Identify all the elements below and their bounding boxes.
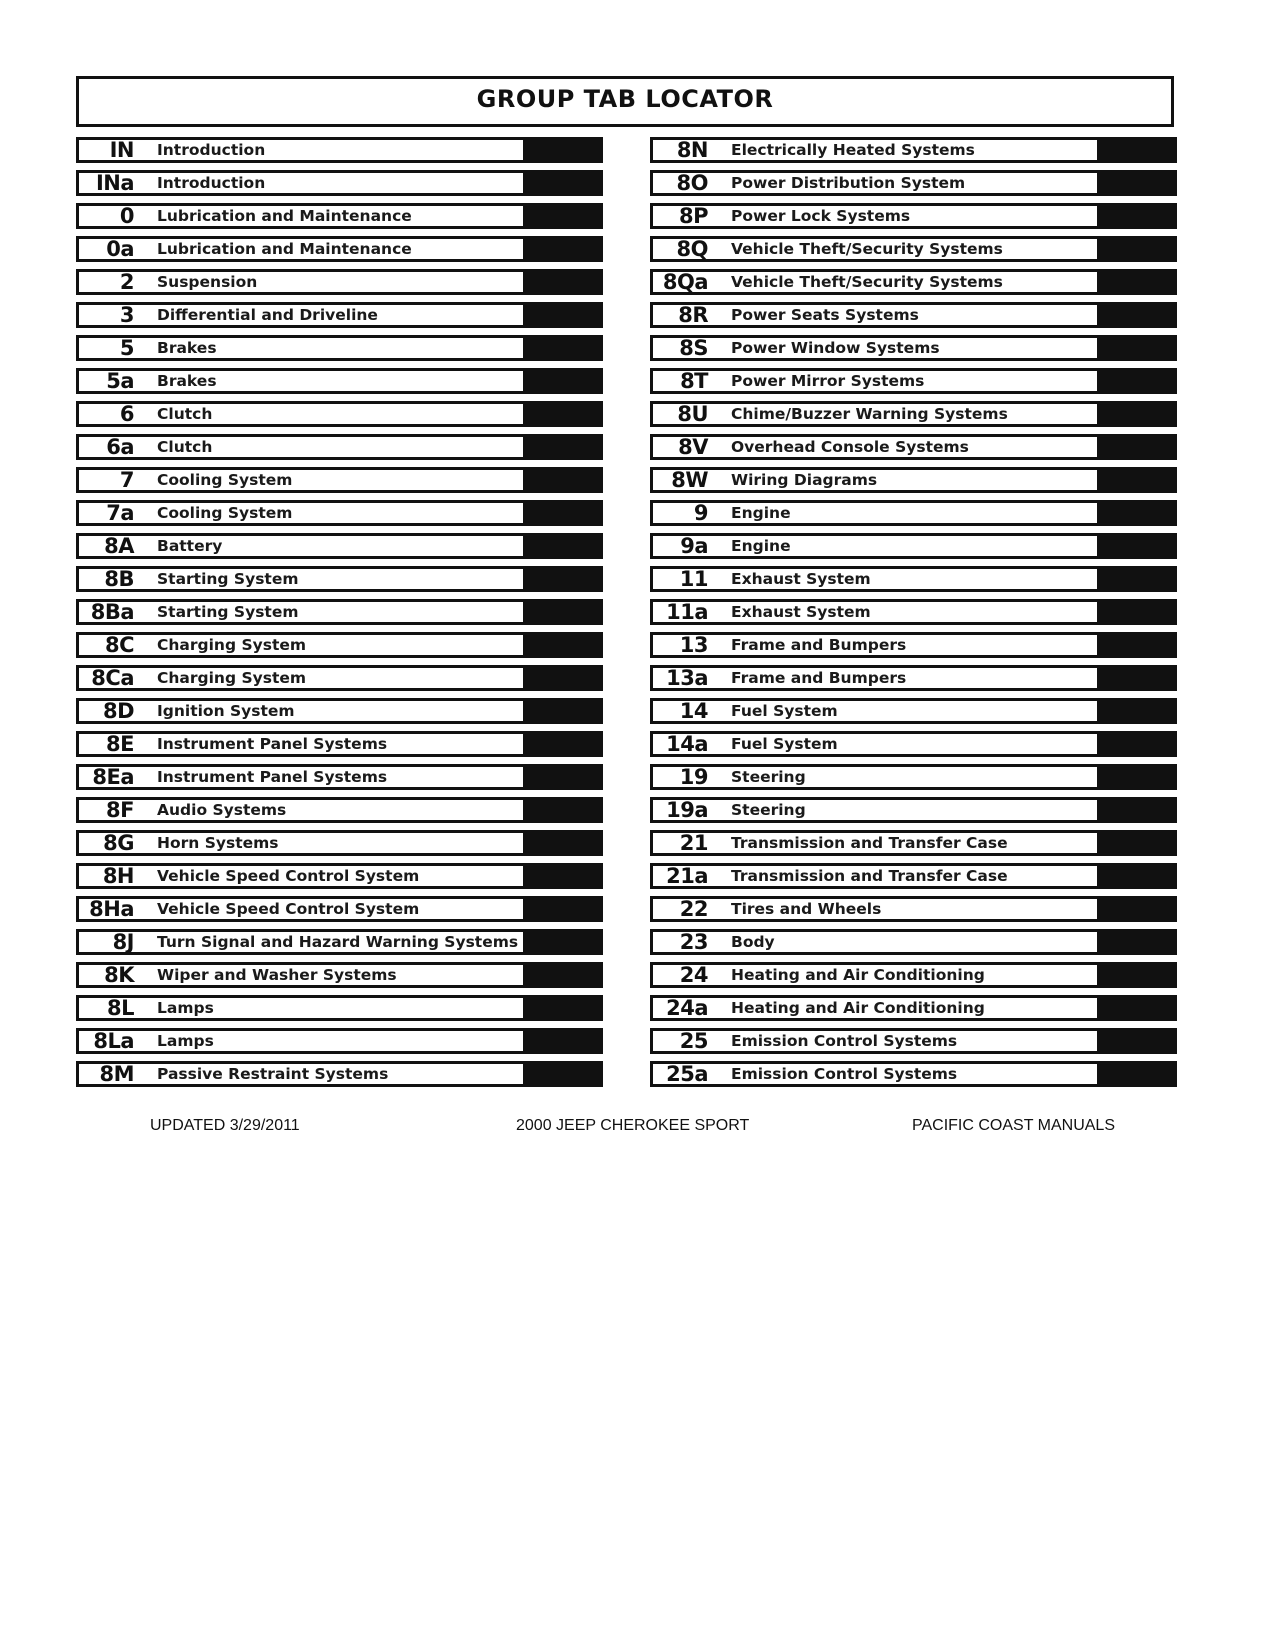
black-tab-marker: [1100, 863, 1177, 889]
tab-code: 7a: [106, 501, 134, 526]
tab-row[interactable]: [650, 863, 1177, 889]
tab-label: Instrument Panel Systems: [157, 735, 388, 754]
black-tab-marker: [526, 731, 603, 757]
tab-row[interactable]: [650, 962, 1177, 988]
tab-row[interactable]: [650, 269, 1177, 295]
tab-frame: [76, 137, 526, 163]
tab-code: 7: [119, 468, 134, 493]
tab-code: 8D: [102, 699, 134, 724]
tab-row[interactable]: [650, 665, 1177, 691]
tab-frame: [650, 170, 1100, 196]
tab-code: 9: [693, 501, 708, 526]
tab-row[interactable]: [76, 170, 603, 196]
tab-label: Wiring Diagrams: [731, 471, 878, 490]
tab-code: 8A: [104, 534, 134, 559]
tab-frame: [76, 599, 526, 625]
tab-frame: [76, 929, 526, 955]
black-tab-marker: [526, 137, 603, 163]
tab-row[interactable]: [650, 335, 1177, 361]
tab-frame: [650, 533, 1100, 559]
tab-code: 14a: [666, 732, 708, 757]
tab-frame: [76, 203, 526, 229]
tab-code: 21a: [666, 864, 708, 889]
black-tab-marker: [526, 368, 603, 394]
black-tab-marker: [1100, 1028, 1177, 1054]
tab-row[interactable]: [76, 236, 603, 262]
tab-row[interactable]: [650, 698, 1177, 724]
tab-frame: [650, 401, 1100, 427]
tab-frame: [76, 533, 526, 559]
tab-frame: [76, 170, 526, 196]
tab-code: 6: [119, 402, 134, 427]
right-tab-column: [650, 137, 1177, 1094]
tab-label: Emission Control Systems: [731, 1065, 958, 1084]
black-tab-marker: [1100, 566, 1177, 592]
black-tab-marker: [1100, 170, 1177, 196]
tab-label: Ignition System: [157, 702, 295, 721]
tab-frame: [650, 896, 1100, 922]
tab-label: Engine: [731, 504, 791, 523]
tab-label: Power Distribution System: [731, 174, 966, 193]
black-tab-marker: [1100, 665, 1177, 691]
tab-row[interactable]: [650, 434, 1177, 460]
tab-code: 8N: [676, 138, 708, 162]
tab-frame: [76, 434, 526, 460]
black-tab-marker: [526, 236, 603, 262]
tab-frame: [76, 1028, 526, 1054]
tab-frame: [76, 731, 526, 757]
tab-label: Differential and Driveline: [157, 306, 378, 325]
tab-label: Wiper and Washer Systems: [157, 966, 397, 985]
black-tab-marker: [526, 995, 603, 1021]
black-tab-marker: [1100, 599, 1177, 625]
tab-frame: [76, 896, 526, 922]
tab-frame: [76, 302, 526, 328]
tab-label: Fuel System: [731, 702, 838, 721]
tab-row[interactable]: [650, 170, 1177, 196]
tab-frame: [76, 1061, 526, 1087]
tab-frame: [650, 632, 1100, 658]
tab-label: Chime/Buzzer Warning Systems: [731, 405, 1008, 424]
tab-row[interactable]: [650, 566, 1177, 592]
black-tab-marker: [526, 962, 603, 988]
tab-label: Charging System: [157, 636, 307, 655]
black-tab-marker: [1100, 731, 1177, 757]
tab-frame: [76, 995, 526, 1021]
tab-frame: [650, 500, 1100, 526]
tab-label: Body: [731, 933, 775, 952]
tab-row[interactable]: [650, 764, 1177, 790]
tab-row[interactable]: [650, 896, 1177, 922]
black-tab-marker: [526, 401, 603, 427]
tab-label: Passive Restraint Systems: [157, 1065, 389, 1084]
tab-row[interactable]: [650, 236, 1177, 262]
tab-code: 2: [119, 270, 134, 295]
tab-label: Lamps: [157, 1032, 214, 1051]
black-tab-marker: [1100, 896, 1177, 922]
tab-code: 25a: [666, 1062, 708, 1087]
black-tab-marker: [526, 269, 603, 295]
tab-frame: [76, 335, 526, 361]
black-tab-marker: [526, 896, 603, 922]
tab-label: Exhaust System: [731, 603, 871, 622]
black-tab-marker: [526, 599, 603, 625]
tab-frame: [76, 236, 526, 262]
tab-label: Vehicle Theft/Security Systems: [731, 273, 1003, 292]
black-tab-marker: [1100, 1061, 1177, 1087]
black-tab-marker: [526, 170, 603, 196]
tab-row[interactable]: [650, 401, 1177, 427]
tab-code: 8G: [103, 831, 134, 856]
tab-row[interactable]: [76, 830, 603, 856]
tab-label: Audio Systems: [157, 801, 287, 820]
tab-label: Horn Systems: [157, 834, 279, 853]
tab-frame: [650, 731, 1100, 757]
black-tab-marker: [526, 566, 603, 592]
black-tab-marker: [526, 698, 603, 724]
tab-label: Heating and Air Conditioning: [731, 999, 985, 1018]
tab-label: Vehicle Theft/Security Systems: [731, 240, 1003, 259]
tab-label: Instrument Panel Systems: [157, 768, 388, 787]
tab-row[interactable]: [76, 467, 603, 493]
tab-label: Transmission and Transfer Case: [731, 834, 1008, 853]
tab-row[interactable]: [76, 764, 603, 790]
tab-label: Vehicle Speed Control System: [157, 867, 420, 886]
tab-label: Heating and Air Conditioning: [731, 966, 985, 985]
tab-code: 8B: [104, 567, 134, 592]
tab-frame: [76, 500, 526, 526]
tab-code: 8W: [671, 468, 708, 493]
tab-code: 8Q: [676, 237, 708, 262]
black-tab-marker: [1100, 467, 1177, 493]
tab-frame: [76, 467, 526, 493]
tab-frame: [650, 467, 1100, 493]
tab-code: IN: [109, 138, 134, 162]
tab-row[interactable]: [76, 665, 603, 691]
tab-code: 8Qa: [662, 270, 708, 295]
tab-label: Steering: [731, 801, 806, 820]
black-tab-marker: [1100, 797, 1177, 823]
tab-label: Power Mirror Systems: [731, 372, 925, 391]
tab-label: Brakes: [157, 339, 217, 358]
tab-code: 23: [679, 930, 708, 955]
tab-frame: [650, 566, 1100, 592]
footer-vehicle: 2000 JEEP CHEROKEE SPORT: [516, 1117, 750, 1134]
black-tab-marker: [526, 434, 603, 460]
tab-code: 3: [119, 303, 134, 328]
tab-row[interactable]: [650, 302, 1177, 328]
tab-label: Frame and Bumpers: [731, 669, 907, 688]
tab-row[interactable]: [650, 1028, 1177, 1054]
tab-row[interactable]: [650, 467, 1177, 493]
tab-row[interactable]: [76, 731, 603, 757]
tab-code: 8La: [93, 1029, 134, 1054]
tab-frame: [650, 995, 1100, 1021]
tab-row[interactable]: [76, 434, 603, 460]
tab-label: Power Seats Systems: [731, 306, 919, 325]
tab-row[interactable]: [76, 1061, 603, 1087]
tab-frame: [650, 797, 1100, 823]
tab-frame: [76, 962, 526, 988]
tab-row[interactable]: [76, 401, 603, 427]
tab-label: Transmission and Transfer Case: [731, 867, 1008, 886]
tab-frame: [76, 566, 526, 592]
tab-label: Introduction: [157, 141, 266, 159]
title-box: [76, 76, 1174, 127]
black-tab-marker: [1100, 269, 1177, 295]
tab-code: 8E: [106, 732, 134, 757]
tab-row[interactable]: [650, 1061, 1177, 1087]
black-tab-marker: [1100, 995, 1177, 1021]
black-tab-marker: [1100, 533, 1177, 559]
tab-frame: [76, 797, 526, 823]
black-tab-marker: [526, 203, 603, 229]
tab-row[interactable]: [76, 962, 603, 988]
tab-row[interactable]: [650, 797, 1177, 823]
tab-code: 11: [679, 567, 708, 592]
tab-frame: [76, 863, 526, 889]
tab-row[interactable]: [76, 500, 603, 526]
tab-row[interactable]: [650, 632, 1177, 658]
tab-frame: [650, 599, 1100, 625]
tab-row[interactable]: [76, 797, 603, 823]
tab-frame: [650, 929, 1100, 955]
tab-label: Power Lock Systems: [731, 207, 911, 226]
black-tab-marker: [526, 533, 603, 559]
tab-frame: [650, 863, 1100, 889]
tab-frame: [650, 302, 1100, 328]
tab-label: Frame and Bumpers: [731, 636, 907, 655]
tab-row[interactable]: [76, 896, 603, 922]
left-tab-column: [76, 137, 603, 1094]
tab-code: 8K: [104, 963, 134, 988]
tab-code: 21: [679, 831, 708, 856]
tab-frame: [76, 698, 526, 724]
tab-row[interactable]: [650, 368, 1177, 394]
tab-code: 8H: [102, 864, 134, 889]
tab-row[interactable]: [650, 533, 1177, 559]
tab-label: Starting System: [157, 570, 299, 589]
tab-code: 0a: [106, 237, 134, 262]
tab-code: 8Ba: [90, 600, 134, 625]
black-tab-marker: [526, 797, 603, 823]
black-tab-marker: [526, 863, 603, 889]
page-title: GROUP TAB LOCATOR: [476, 84, 774, 113]
tab-label: Suspension: [157, 273, 258, 292]
black-tab-marker: [526, 830, 603, 856]
black-tab-marker: [526, 764, 603, 790]
tab-frame: [650, 203, 1100, 229]
tab-frame: [650, 269, 1100, 295]
tab-row[interactable]: [76, 203, 603, 229]
tab-row[interactable]: [650, 929, 1177, 955]
tab-frame: [76, 632, 526, 658]
tab-code: 9a: [680, 534, 708, 559]
tab-frame: [650, 335, 1100, 361]
tab-frame: [76, 368, 526, 394]
tab-code: 8F: [106, 798, 134, 823]
tab-label: Cooling System: [157, 471, 293, 490]
tab-row[interactable]: [76, 632, 603, 658]
black-tab-marker: [1100, 632, 1177, 658]
tab-row[interactable]: [76, 599, 603, 625]
black-tab-marker: [526, 632, 603, 658]
tab-frame: [650, 137, 1100, 163]
tab-code: 8S: [679, 336, 708, 361]
tab-label: Lubrication and Maintenance: [157, 240, 412, 259]
black-tab-marker: [526, 500, 603, 526]
black-tab-marker: [526, 335, 603, 361]
tab-row[interactable]: [76, 995, 603, 1021]
black-tab-marker: [1100, 401, 1177, 427]
black-tab-marker: [526, 665, 603, 691]
black-tab-marker: [526, 302, 603, 328]
tab-label: Electrically Heated Systems: [731, 141, 975, 159]
black-tab-marker: [1100, 929, 1177, 955]
tab-label: Fuel System: [731, 735, 838, 754]
black-tab-marker: [1100, 434, 1177, 460]
tab-frame: [650, 236, 1100, 262]
tab-code: 5: [119, 336, 134, 361]
black-tab-marker: [1100, 137, 1177, 163]
tab-code: 8R: [678, 303, 708, 328]
black-tab-marker: [526, 1061, 603, 1087]
tab-code: 8Ea: [92, 765, 134, 790]
tab-label: Overhead Console Systems: [731, 438, 969, 457]
tab-label: Clutch: [157, 405, 213, 424]
tab-code: 13: [679, 633, 708, 658]
black-tab-marker: [1100, 302, 1177, 328]
tab-label: Power Window Systems: [731, 339, 940, 358]
tab-code: 13a: [666, 666, 708, 691]
footer-updated: UPDATED 3/29/2011: [150, 1117, 300, 1134]
tab-frame: [650, 434, 1100, 460]
tab-code: 8C: [104, 633, 134, 658]
tab-row[interactable]: [650, 500, 1177, 526]
tab-label: Brakes: [157, 372, 217, 391]
tab-code: 14: [679, 699, 708, 724]
tab-code: INa: [95, 171, 134, 196]
tab-label: Charging System: [157, 669, 307, 688]
black-tab-marker: [1100, 203, 1177, 229]
tab-label: Starting System: [157, 603, 299, 622]
tab-label: Introduction: [157, 174, 266, 193]
tab-row[interactable]: [76, 1028, 603, 1054]
tab-frame: [650, 962, 1100, 988]
tab-code: 19: [679, 765, 708, 790]
black-tab-marker: [526, 467, 603, 493]
tab-frame: [650, 698, 1100, 724]
tab-row[interactable]: [650, 599, 1177, 625]
tab-frame: [76, 764, 526, 790]
tab-code: 8P: [678, 204, 708, 229]
tab-code: 8O: [676, 171, 708, 196]
tab-frame: [76, 269, 526, 295]
tab-label: Vehicle Speed Control System: [157, 900, 420, 919]
tab-label: Steering: [731, 768, 806, 787]
tab-row[interactable]: [76, 533, 603, 559]
black-tab-marker: [1100, 335, 1177, 361]
tab-row[interactable]: [76, 302, 603, 328]
tab-row[interactable]: [650, 830, 1177, 856]
tab-code: 24: [679, 963, 708, 988]
tab-row[interactable]: [76, 368, 603, 394]
footer-publisher: PACIFIC COAST MANUALS: [912, 1117, 1115, 1134]
tab-row[interactable]: [76, 137, 603, 163]
tab-label: Clutch: [157, 438, 213, 457]
tab-frame: [650, 368, 1100, 394]
tab-code: 19a: [666, 798, 708, 823]
black-tab-marker: [1100, 500, 1177, 526]
tab-code: 24a: [666, 996, 708, 1021]
tab-frame: [650, 764, 1100, 790]
tab-row[interactable]: [76, 863, 603, 889]
tab-row[interactable]: [76, 698, 603, 724]
tab-frame: [650, 1028, 1100, 1054]
tab-label: Battery: [157, 537, 223, 556]
black-tab-marker: [1100, 830, 1177, 856]
tab-frame: [650, 1061, 1100, 1087]
black-tab-marker: [526, 1028, 603, 1054]
tab-code: 8Ca: [91, 666, 134, 691]
tab-label: Cooling System: [157, 504, 293, 523]
black-tab-marker: [1100, 236, 1177, 262]
tab-frame: [76, 401, 526, 427]
tab-code: 8U: [677, 402, 708, 427]
black-tab-marker: [1100, 764, 1177, 790]
tab-code: 8Ha: [89, 897, 134, 922]
tab-row[interactable]: [650, 995, 1177, 1021]
tab-label: Tires and Wheels: [731, 900, 882, 919]
tab-row[interactable]: [650, 731, 1177, 757]
tab-label: Emission Control Systems: [731, 1032, 958, 1051]
tab-row[interactable]: [650, 137, 1177, 163]
tab-code: 8J: [112, 930, 134, 955]
tab-code: 0: [119, 204, 134, 229]
tab-row[interactable]: [650, 203, 1177, 229]
tab-code: 8L: [107, 996, 134, 1021]
tab-code: 11a: [666, 600, 708, 625]
black-tab-marker: [1100, 368, 1177, 394]
tab-label: Exhaust System: [731, 570, 871, 589]
tab-label: Turn Signal and Hazard Warning Systems: [157, 933, 519, 952]
tab-label: Engine: [731, 537, 791, 556]
tab-frame: [650, 665, 1100, 691]
black-tab-marker: [526, 929, 603, 955]
tab-frame: [76, 665, 526, 691]
tab-row[interactable]: [76, 566, 603, 592]
tab-code: 5a: [106, 369, 134, 394]
tab-code: 25: [679, 1029, 708, 1054]
tab-row[interactable]: [76, 929, 603, 955]
black-tab-marker: [1100, 962, 1177, 988]
tab-code: 8V: [678, 435, 708, 460]
tab-label: Lubrication and Maintenance: [157, 207, 412, 226]
tab-code: 8T: [680, 369, 708, 394]
tab-code: 22: [679, 897, 708, 922]
tab-code: 8M: [99, 1062, 134, 1087]
tab-row[interactable]: [76, 335, 603, 361]
tab-frame: [76, 830, 526, 856]
tab-row[interactable]: [76, 269, 603, 295]
tab-frame: [650, 830, 1100, 856]
tab-label: Lamps: [157, 999, 214, 1018]
tab-code: 6a: [106, 435, 134, 460]
black-tab-marker: [1100, 698, 1177, 724]
